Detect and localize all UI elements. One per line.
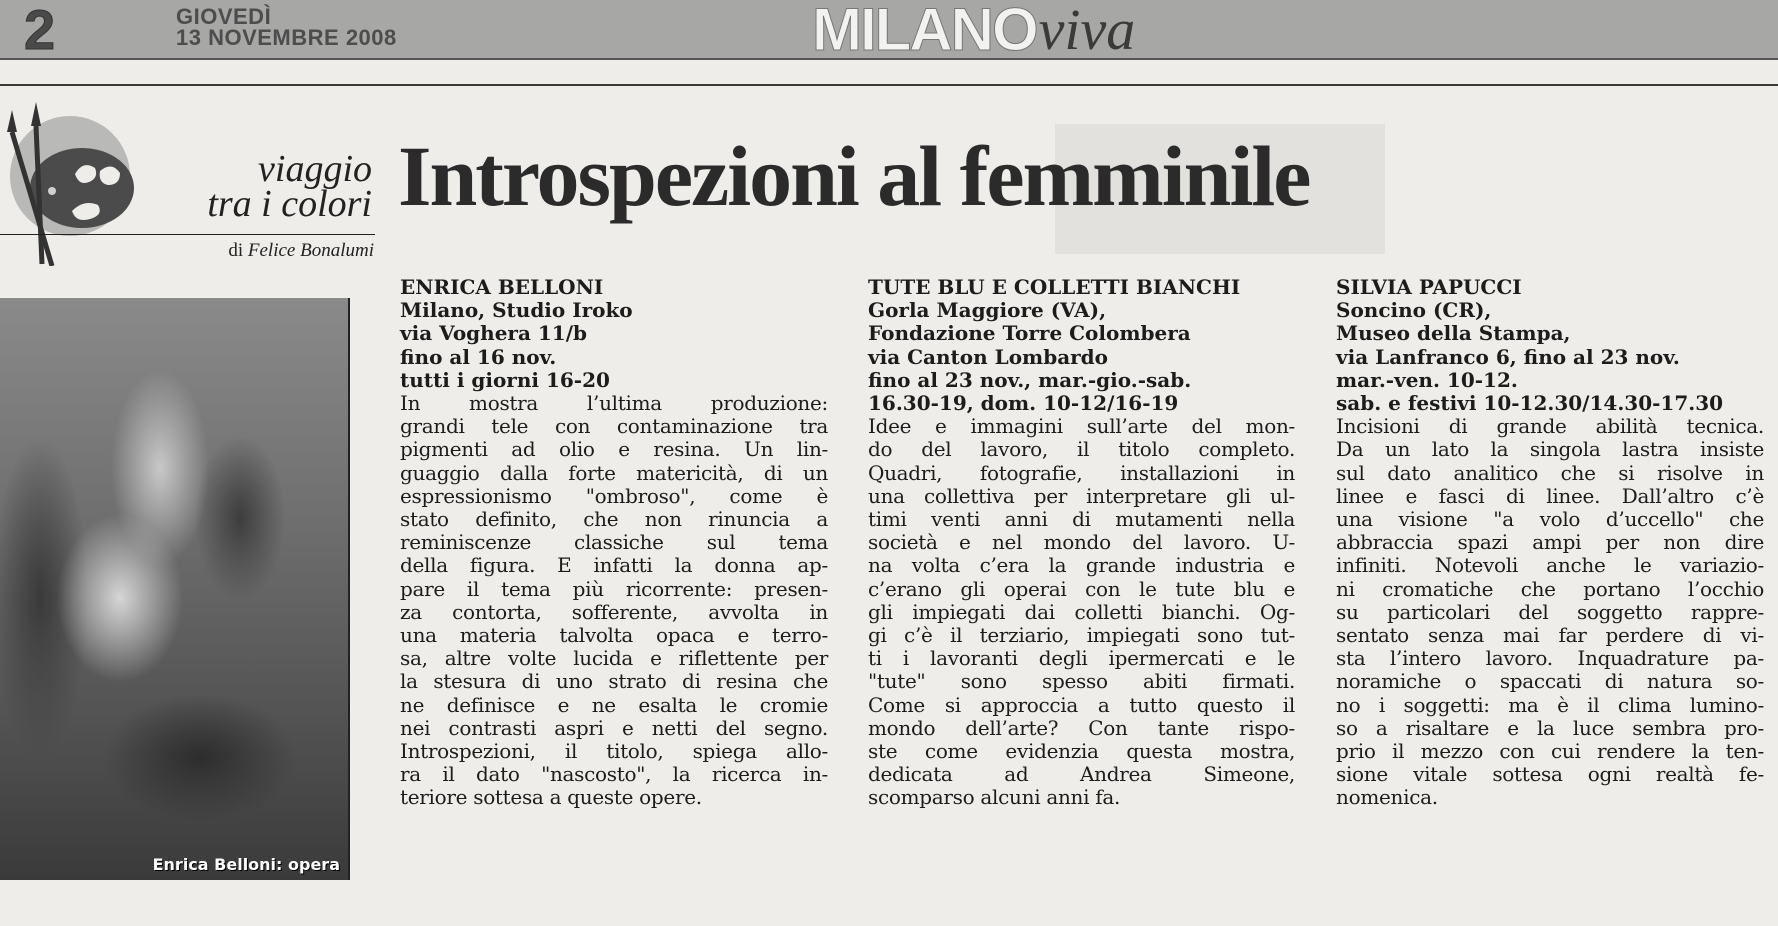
article-heading: TUTE BLU E COLLETTI BIANCHI Gorla Maggiore (VA), Fondazione Torre Colombera via Canton Lombardo fino al 23 nov., mar.-gio.-sab. 16.30-19, dom. 10-12/16-19 (868, 275, 1241, 416)
byline: di Felice Bonalumi (228, 240, 374, 261)
article-body: Idee e immagini sull’arte del mon- do del lavoro, il titolo completo. Quadri, fotografie, installazioni in una collettiva per interpretare gli ul- timi venti anni di mutamenti nella società e nel mondo del lavoro. U- na volta c’era la grande industria e c’erano gli operai con le tute blu e gli impiegati dai colletti bianchi. Og- gi c’è il terziario, impiegati sono tut- ti i lavoranti degli ipermercati e le "tute" sono spesso abiti firmati. Come si approccia a tutto questo il mondo dell’arte? Con tante rispo- ste come evidenzia questa mostra, dedicata ad Andrea Simeone, scomparso alcuni anni fa. (868, 414, 1295, 810)
brand-milano: MILANO (812, 0, 1037, 63)
brand-viva: viva (1038, 0, 1136, 62)
date: 13 NOVEMBRE 2008 (176, 25, 397, 50)
author-name: Felice Bonalumi (247, 240, 374, 261)
article-tute-blu (868, 276, 1295, 810)
issue-date (176, 6, 397, 48)
article-silvia-papucci (1336, 276, 1764, 810)
article-body: Incisioni di grande abilità tecnica. Da un lato la singola lastra insiste sul dato analitico che si risolve in linee e fasci di linee. Dall’altro c’è una visione "a volo d’uccello" che abbraccia spazi ampi per non dire infiniti. Notevoli anche le variazio- ni cromatiche che portano l’occhio su particolari del soggetto rappre- sentato senza mai far perdere di vi- sta l’intero lavoro. Inquadrature pa- noramiche o spaccati di natura so- no i soggetti: ma è il clima lumino- so a risaltare e la luce sembra pro- prio il mezzo con cui rendere la ten- sione vitale sottesa ogni realtà fe- nomenica. (1336, 414, 1764, 810)
column-title-rule (0, 234, 375, 235)
artwork-photo (0, 298, 350, 880)
weekday: GIOVEDÌ (176, 4, 272, 29)
newspaper-logo (812, 0, 1136, 63)
article-heading: SILVIA PAPUCCI Soncino (CR), Museo della Stampa, via Lanfranco 6, fino al 23 nov. mar.-ven. 10-12. sab. e festivi 10-12.30/14.30-17.30 (1336, 275, 1724, 416)
article-body: In mostra l’ultima produzione: grandi tele con contaminazione tra pigmenti ad olio e resina. Un lin- guaggio dalla forte matericità, di un espressionismo "ombroso", come è stato definito, che non rinuncia a reminiscenze classiche sul tema della figura. E infatti la donna ap- pare il tema più ricorrente: presen- za contorta, sofferente, avvolta in una materia talvolta opaca e terro- sa, altre volte lucida e riflettente per la stesura di uno strato di resina che ne definisce e ne esalta le cromie nei contrasti aspri e netti del segno. Introspezioni, il titolo, spiega allo- ra il dato "nascosto", la ricerca in- teriore sottesa a queste opere. (400, 391, 828, 810)
headline: Introspezioni al femminile (398, 128, 1310, 224)
article-enrica-belloni (400, 276, 828, 810)
column-title: viaggio tra i colori (207, 148, 372, 225)
photo-caption: Enrica Belloni: opera (152, 855, 340, 874)
palette-brushes-icon (0, 96, 150, 266)
page-number: 2 (24, 0, 56, 61)
masthead (0, 0, 1778, 63)
header-rule (0, 84, 1778, 86)
article-heading: ENRICA BELLONI Milano, Studio Iroko via Voghera 11/b fino al 16 nov. tutti i giorni 16-20 (400, 275, 633, 392)
